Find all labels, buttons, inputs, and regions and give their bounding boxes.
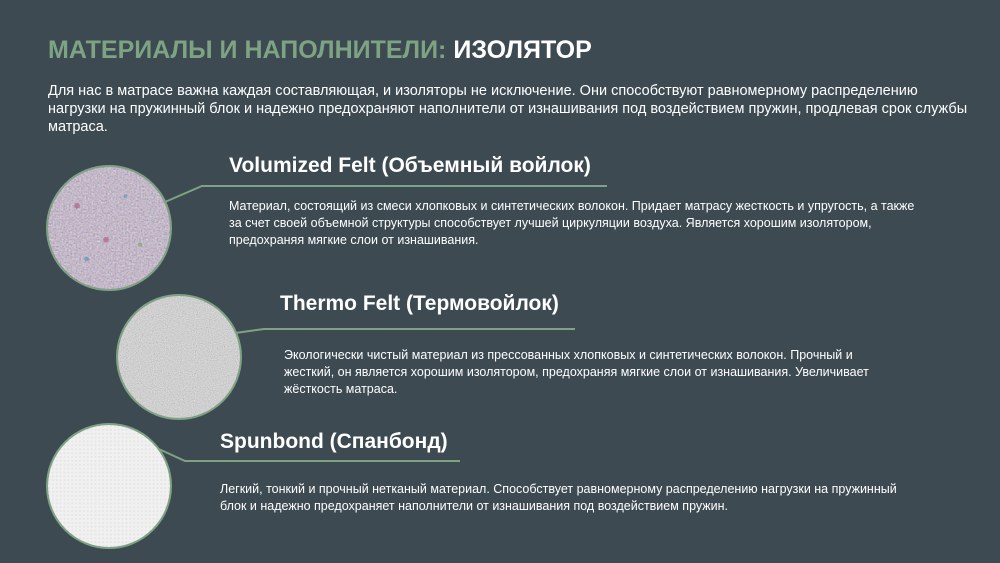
volumized-felt-description: Материал, состоящий из смеси хлопковых и синтетических волокон. Придает матрасу жесткость и упругость, а также за счет своей объемной структуры способствует лучшей циркуляции воздуха. Является хорошим изолятором, предохраняя мягкие слои от изнашивания. <box>229 199 915 247</box>
thermo-felt-description: Экологически чистый материал из прессованных хлопковых и синтетических волокон. Прочный и жесткий, он является хорошим изолятором, предохраняя мягкие слои от изнашивания. Увеличивает жёсткость матраса. <box>284 348 869 396</box>
spunbond-heading: Spunbond (Спанбонд) <box>220 430 448 453</box>
volumized-felt-heading: Volumized Felt (Объемный войлок) <box>229 154 591 177</box>
title-accent: МАТЕРИАЛЫ И НАПОЛНИТЕЛИ: <box>48 36 447 64</box>
thermo-felt-image <box>116 294 242 420</box>
spunbond-image <box>46 423 172 549</box>
connector-line-2 <box>228 329 575 334</box>
slide-title <box>48 36 592 65</box>
intro-text: Для нас в матрасе важна каждая составляющая, и изоляторы не исключение. Они способствуют равномерному распределению нагрузки на пружинный блок и надежно предохраняют наполнители от изнашивания под воздействием пружин, продлевая срок службы матраса. <box>48 83 968 135</box>
volumized-felt-image <box>46 165 172 291</box>
title-main: ИЗОЛЯТОР <box>453 36 592 64</box>
spunbond-description: Легкий, тонкий и прочный нетканый материал. Способствует равномерному распределению нагрузки на пружинный блок и надежно предохраняет наполнители от изнашивания под воздействием пружин. <box>220 482 897 513</box>
thermo-felt-heading: Thermo Felt (Термовойлок) <box>280 292 559 315</box>
